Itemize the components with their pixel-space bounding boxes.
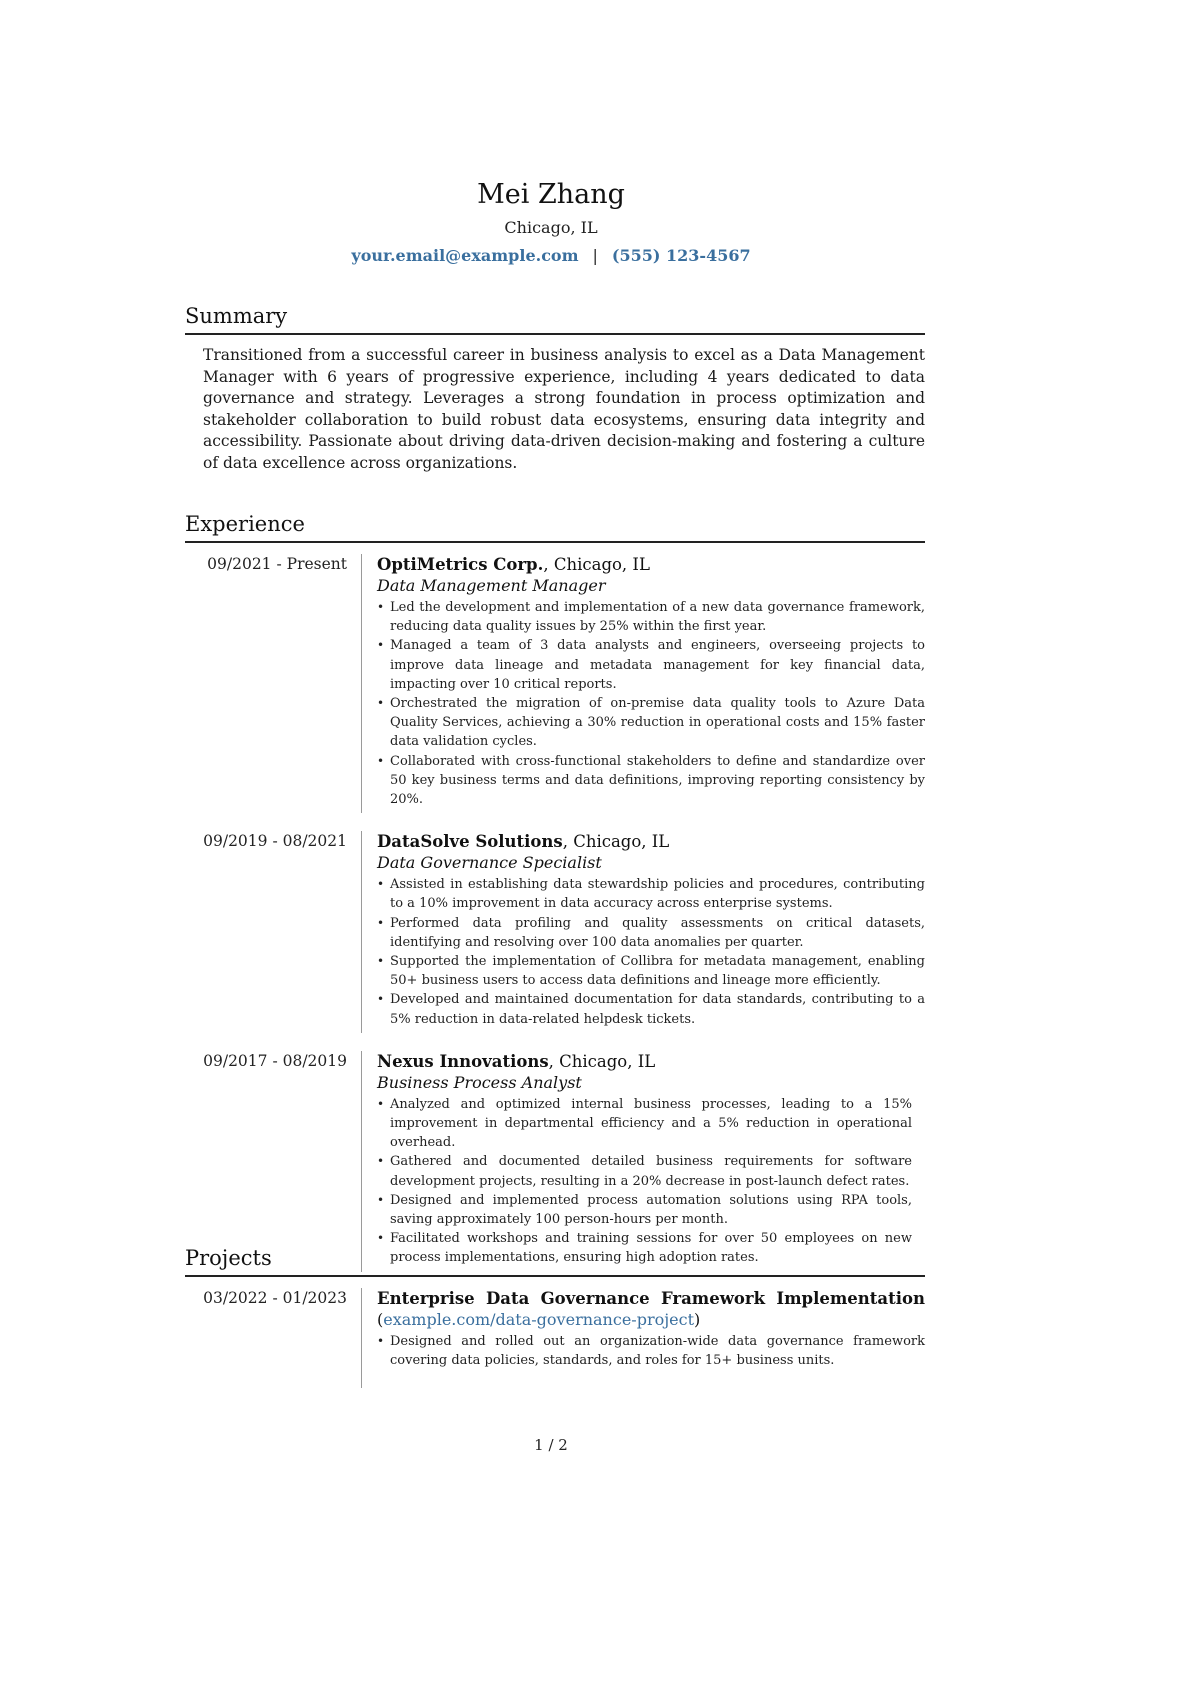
entry-dates: 09/2017 - 08/2019 <box>203 1051 347 1070</box>
paren-open: ( <box>377 1310 384 1329</box>
bullet-item: • Designed and rolled out an organization-wide data governance framework covering data policies, standards, and roles for 15+ business units. <box>377 1332 925 1370</box>
entry-company-line <box>377 831 925 852</box>
resume-header <box>0 178 1102 267</box>
company-location: , Chicago, IL <box>543 555 650 574</box>
summary-section <box>185 303 925 475</box>
experience-heading: Experience <box>185 511 925 543</box>
bullet-item: • Designed and implemented process automation solutions using RPA tools, saving approximately 100 person-hours per month. <box>377 1191 912 1229</box>
bullet-item: • Facilitated workshops and training sessions for over 50 employees on new process implementations, ensuring high adoption rates. <box>377 1229 912 1267</box>
experience-entry <box>185 831 925 1033</box>
entry-dates: 09/2021 - Present <box>207 555 347 573</box>
bullet-item: • Managed a team of 3 data analysts and engineers, overseeing projects to improve data lineage and metadata management for key financial data, impacting over 10 critical reports. <box>377 636 925 694</box>
entry-dates: 03/2022 - 01/2023 <box>203 1289 347 1307</box>
entry-body <box>361 1288 925 1388</box>
bullet-list <box>377 1095 912 1268</box>
summary-text: Transitioned from a successful career in business analysis to excel as a Data Management Manager with 6 years of progressive experience, including 4 years dedicated to data governance and strategy. Leverages a strong foundation in process optimization and stakeholder collaboration to build robust data ecosystems, ensuring data integrity and accessibility. Passionate about driving data-driven decision-making and fostering a culture of data excellence across organizations. <box>203 346 925 472</box>
bullet-list <box>377 598 925 809</box>
candidate-location: Chicago, IL <box>504 218 598 237</box>
contact-line <box>0 245 1102 267</box>
bullet-list <box>377 875 925 1029</box>
entry-dates: 09/2019 - 08/2021 <box>203 832 347 851</box>
experience-entry <box>185 554 925 813</box>
bullet-item: • Performed data profiling and quality assessments on critical datasets, identifying and resolving over 100 data anomalies per quarter. <box>377 914 925 952</box>
entry-company-line <box>377 1051 912 1072</box>
company-name: DataSolve Solutions <box>377 832 563 852</box>
experience-section <box>185 511 925 1272</box>
entry-body <box>361 554 925 813</box>
company-name: Nexus Innovations <box>377 1051 549 1071</box>
company-name: OptiMetrics Corp. <box>377 555 544 574</box>
project-entry <box>185 1288 925 1388</box>
candidate-name: Mei Zhang <box>477 179 625 210</box>
email-link[interactable]: your.email@example.com <box>351 246 579 265</box>
project-link[interactable]: example.com/data-governance-project <box>383 1310 695 1329</box>
summary-heading: Summary <box>185 303 925 335</box>
job-title: Data Management Manager <box>377 576 606 595</box>
bullet-item: • Collaborated with cross-functional stakeholders to define and standardize over 50 key business terms and data definitions, improving reporting consistency by 20%. <box>377 752 925 810</box>
page-number: 1 / 2 <box>534 1436 568 1454</box>
experience-entry <box>185 1051 925 1272</box>
project-link-line <box>377 1309 925 1330</box>
job-title: Data Governance Specialist <box>377 853 602 873</box>
contact-separator: | <box>592 246 598 265</box>
bullet-item: • Supported the implementation of Collibra for metadata management, enabling 50+ business users to access data definitions and lineage more efficiently. <box>377 952 925 990</box>
projects-heading: Projects <box>185 1245 925 1277</box>
phone-link[interactable]: (555) 123-4567 <box>611 246 751 265</box>
project-name: Enterprise Data Governance Framework Implementation <box>377 1289 925 1308</box>
bullet-list <box>377 1332 925 1370</box>
bullet-item: • Gathered and documented detailed business requirements for software development projects, resulting in a 20% decrease in post-launch defect rates. <box>377 1152 912 1190</box>
bullet-item: • Led the development and implementation of a new data governance framework, reducing data quality issues by 25% within the first year. <box>377 598 925 636</box>
paren-close: ) <box>694 1310 701 1329</box>
company-location: , Chicago, IL <box>562 832 670 852</box>
bullet-item: • Developed and maintained documentation for data standards, contributing to a 5% reduction in data-related helpdesk tickets. <box>377 990 925 1028</box>
entry-company-line <box>377 554 925 575</box>
entry-body <box>361 831 925 1033</box>
company-location: , Chicago, IL <box>548 1051 656 1071</box>
entry-body <box>361 1051 925 1272</box>
bullet-item: • Orchestrated the migration of on-premise data quality tools to Azure Data Quality Services, achieving a 30% reduction in operational costs and 15% faster data validation cycles. <box>377 694 925 752</box>
bullet-item: • Analyzed and optimized internal business processes, leading to a 15% improvement in departmental efficiency and a 5% reduction in operational overhead. <box>377 1095 912 1153</box>
job-title: Business Process Analyst <box>377 1072 582 1092</box>
projects-section <box>185 1245 925 1388</box>
bullet-item: • Assisted in establishing data stewardship policies and procedures, contributing to a 10% improvement in data accuracy across enterprise systems. <box>377 875 925 913</box>
